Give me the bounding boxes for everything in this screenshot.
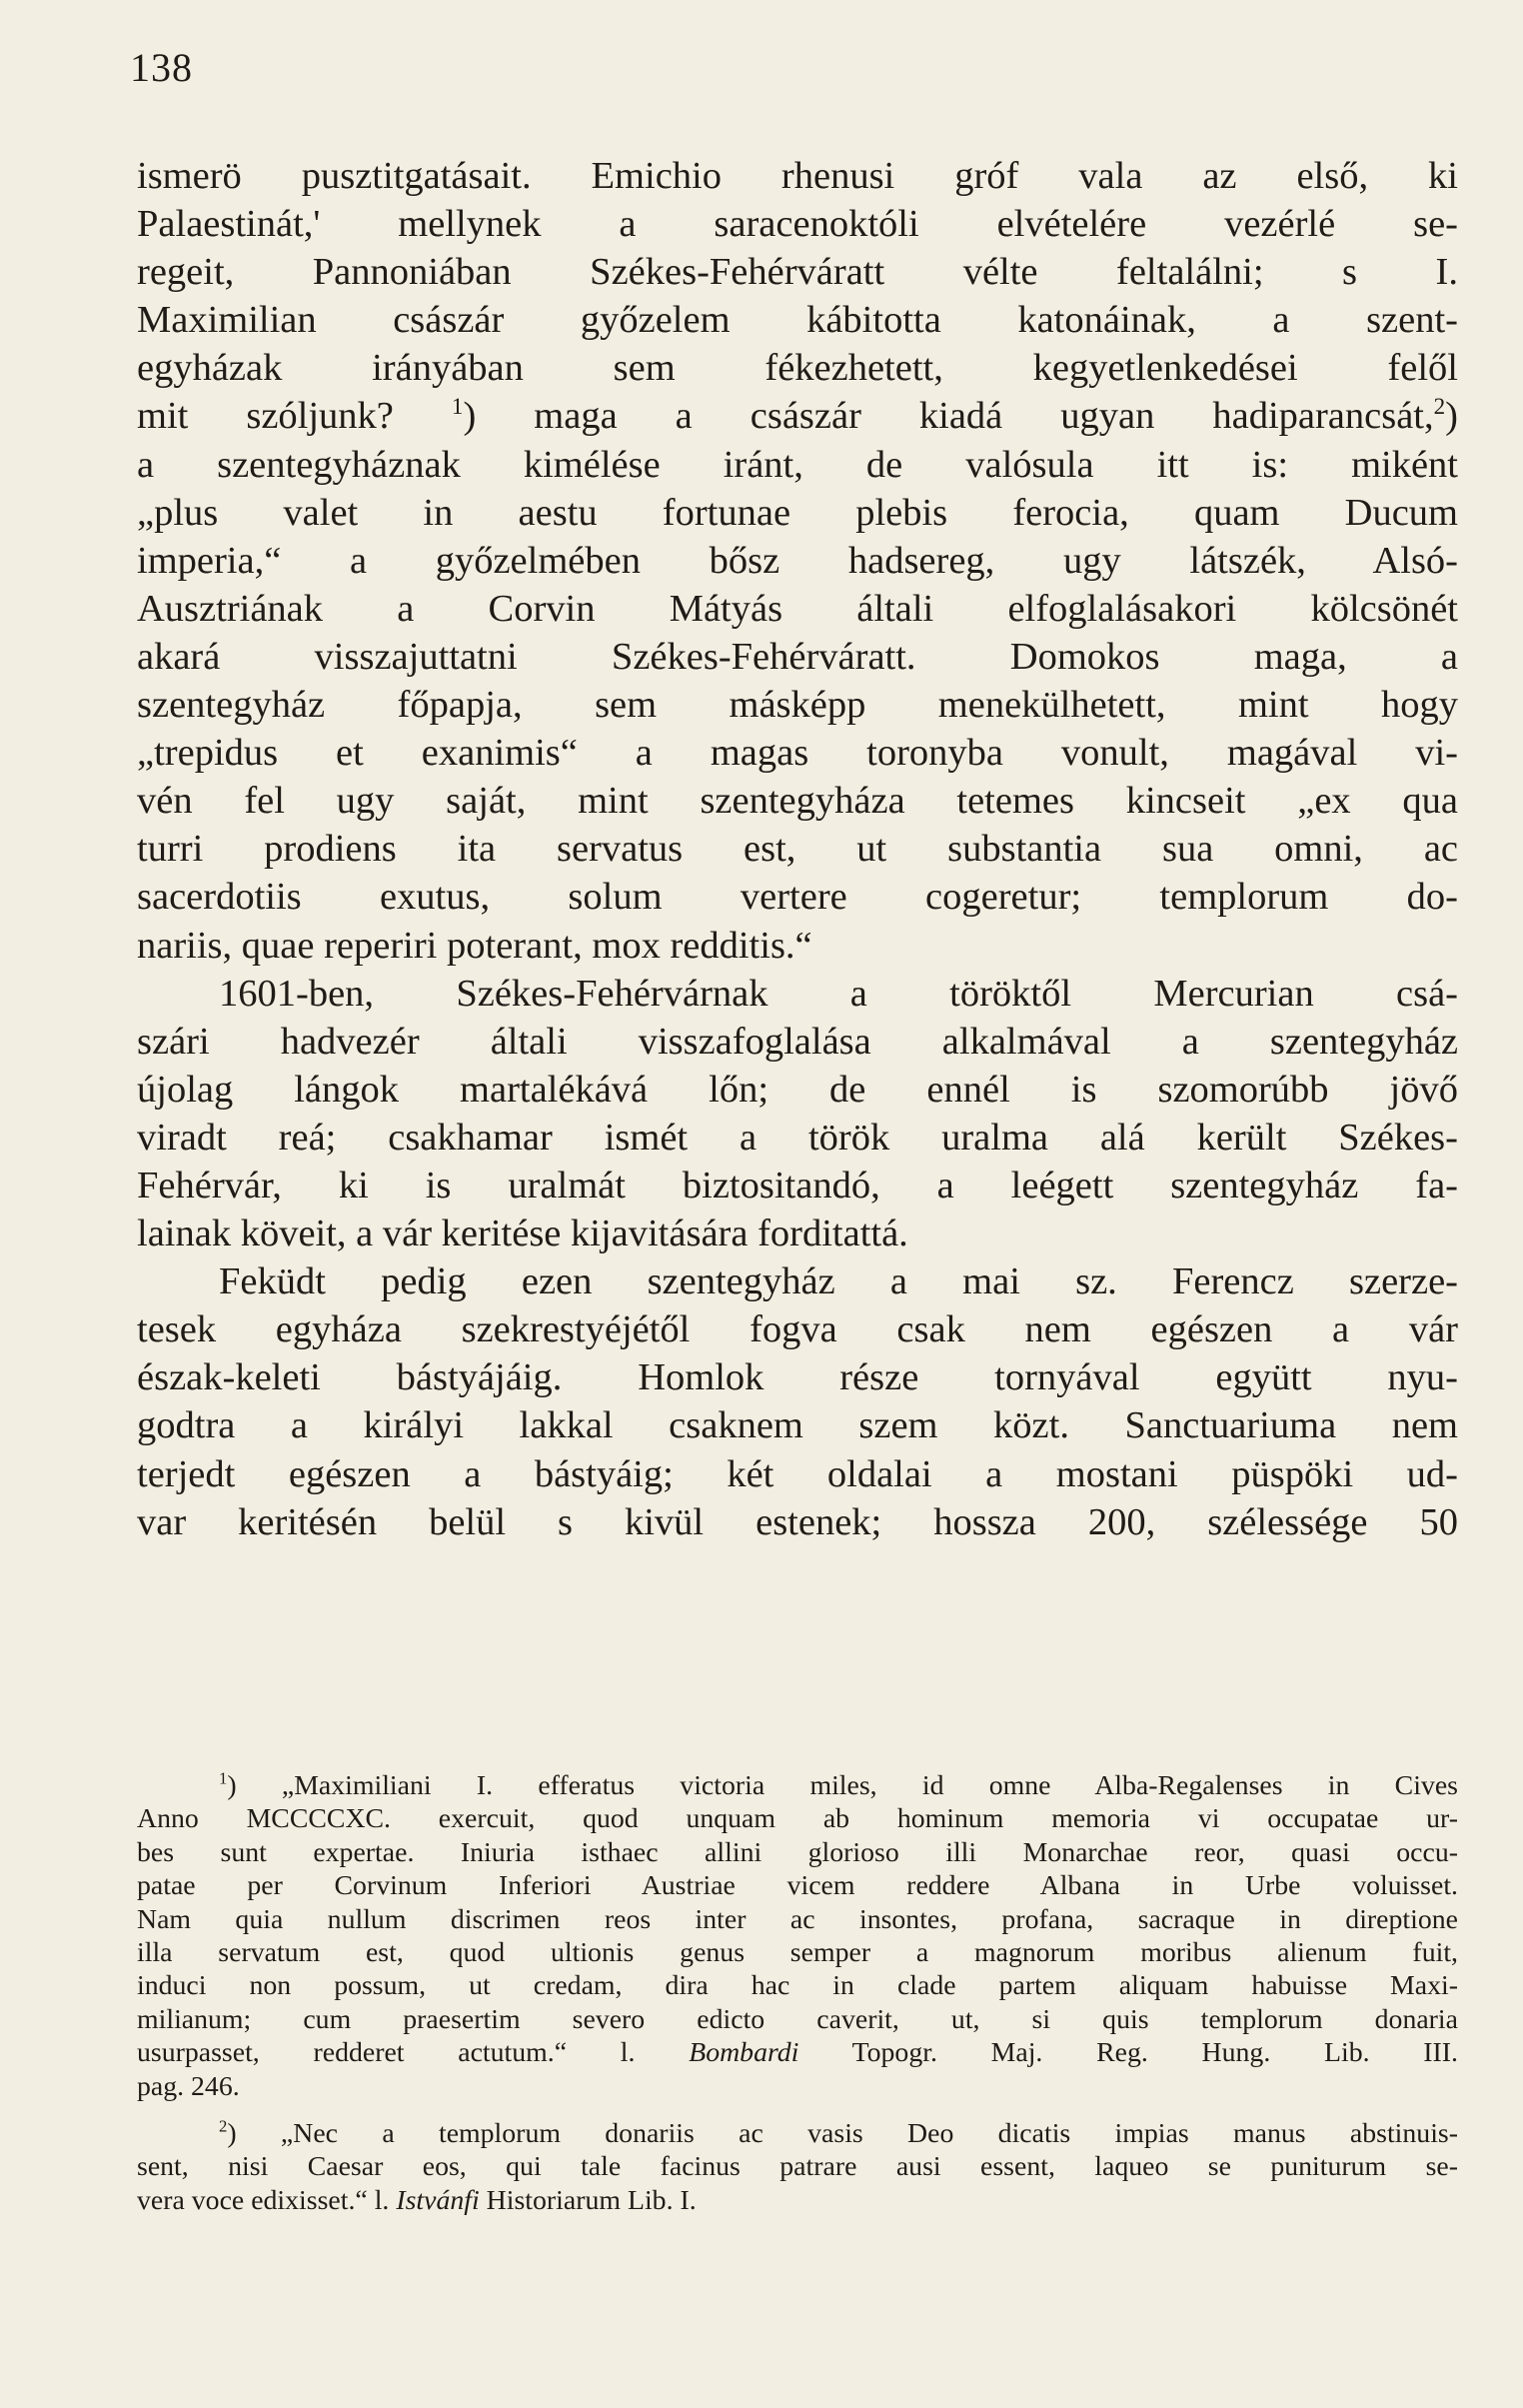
text-fragment: Topogr. Maj. Reg. Hung. Lib. III.	[798, 2037, 1458, 2069]
text-line: Maximilian császár győzelem kábitotta katonáinak, a szent-	[137, 299, 1458, 342]
text-line: Ausztriának a Corvin Mátyás általi elfoglalásakori kölcsönét	[137, 587, 1458, 630]
text-fragment: Historiarum Lib. I.	[479, 2184, 697, 2216]
text-line: sacerdotiis exutus, solum vertere cogeretur; templorum do-	[137, 876, 1458, 919]
paragraph-start-line: Feküdt pedig ezen szentegyház a mai sz. Ferencz szerze-	[219, 1260, 1458, 1303]
footnote-line	[137, 2117, 1458, 2150]
text-line: a szentegyháznak kimélése iránt, de valósula itt is: miként	[137, 443, 1458, 486]
text-line: nariis, quae reperiri poterant, mox redditis.“	[137, 924, 812, 967]
text-line: egyházak irányában sem fékezhetett, kegyetlenkedései felől	[137, 347, 1458, 390]
footnotes	[137, 1769, 1458, 2231]
text-line: vén fel ugy saját, mint szentegyháza tetemes kincseit „ex qua	[137, 780, 1458, 823]
main-text	[137, 152, 1458, 1546]
footnote-ref-2: 2	[1433, 393, 1446, 420]
text-line: akará visszajuttatni Székes-Fehérváratt. Domokos maga, a	[137, 635, 1458, 678]
cited-author: Istvánfi	[396, 2184, 480, 2216]
text-fragment: ) „Nec a templorum donariis ac vasis Deo dicatis impias manus abstinuis-	[227, 2117, 1458, 2149]
text-line: Palaestinát,' mellynek a saracenoktóli elvételére vezérlé se-	[137, 203, 1458, 246]
text-line: viradt reá; csakhamar ismét a török uralma alá került Székes-	[137, 1116, 1458, 1159]
footnote-marker-2: 2	[219, 2116, 228, 2136]
footnote-line: bes sunt expertae. Iniuria isthaec allini glorioso illi Monarchae reor, quasi occu-	[137, 1836, 1458, 1868]
paragraph-start-line: 1601-ben, Székes-Fehérvárnak a töröktől Mercurian csá-	[219, 972, 1458, 1015]
footnote-line	[137, 1769, 1458, 1802]
text-line: terjedt egészen a bástyáig; két oldalai a mostani püspöki ud-	[137, 1452, 1458, 1495]
page-number: 138	[130, 45, 193, 90]
footnote-1	[137, 1769, 1458, 2103]
text-fragment: vera voce edixisset.“ l.	[137, 2184, 390, 2216]
text-line: imperia,“ a győzelmében bősz hadsereg, ugy látszék, Alsó-	[137, 539, 1458, 582]
footnote-line: milianum; cum praesertim severo edicto caverit, ut, si quis templorum donaria	[137, 2003, 1458, 2035]
text-line: „trepidus et exanimis“ a magas toronyba vonult, magával vi-	[137, 732, 1458, 775]
text-line: tesek egyháza szekrestyéjétől fogva csak nem egészen a vár	[137, 1308, 1458, 1351]
text-line: Fehérvár, ki is uralmát biztositandó, a leégett szentegyház fa-	[137, 1164, 1458, 1206]
footnote-line: induci non possum, ut credam, dira hac in clade partem aliquam habuisse Maxi-	[137, 1970, 1458, 2002]
text-fragment: )	[1445, 395, 1458, 438]
text-line: észak-keleti bástyájáig. Homlok része tornyával együtt nyu-	[137, 1356, 1458, 1399]
footnote-line: patae per Corvinum Inferiori Austriae vicem reddere Albana in Urbe voluisset.	[137, 1870, 1458, 1902]
footnote-line	[137, 2036, 1458, 2069]
text-fragment: ) maga a császár kiadá ugyan hadiparancsát,	[463, 395, 1434, 438]
text-line-with-footnote-refs	[137, 392, 1458, 440]
footnote-2	[137, 2117, 1458, 2217]
footnote-line: illa servatum est, quod ultionis genus semper a magnorum moribus alienum fuit,	[137, 1936, 1458, 1968]
footnote-marker-1: 1	[219, 1768, 228, 1788]
text-line: var keritésén belül s kivül estenek; hossza 200, szélessége 50	[137, 1500, 1458, 1543]
text-line: godtra a királyi lakkal csaknem szem közt. Sanctuariuma nem	[137, 1404, 1458, 1447]
footnote-line: sent, nisi Caesar eos, qui tale facinus patrare ausi essent, laqueo se puniturum se-	[137, 2151, 1458, 2183]
text-line: regeit, Pannoniában Székes-Fehérváratt vélte feltalálni; s I.	[137, 251, 1458, 294]
footnote-line	[137, 2184, 1458, 2217]
text-line: turri prodiens ita servatus est, ut substantia sua omni, ac	[137, 828, 1458, 871]
text-line: újolag lángok martalékává lőn; de ennél is szomorúbb jövő	[137, 1068, 1458, 1111]
footnote-line: Nam quia nullum discrimen reos inter ac insontes, profana, sacraque in direptione	[137, 1903, 1458, 1935]
text-fragment: ) „Maximiliani I. efferatus victoria miles, id omne Alba-Regalenses in Cives	[227, 1770, 1458, 1801]
text-line: „plus valet in aestu fortunae plebis ferocia, quam Ducum	[137, 491, 1458, 534]
footnote-ref-1: 1	[451, 393, 464, 420]
text-fragment: mit szóljunk?	[137, 395, 394, 438]
text-line: lainak köveit, a vár keritése kijavitására forditattá.	[137, 1212, 908, 1255]
cited-author: Bombardi	[689, 2037, 799, 2069]
text-line: szári hadvezér általi visszafoglalása alkalmával a szentegyház	[137, 1020, 1458, 1063]
text-line: szentegyház főpapja, sem másképp menekülhetett, mint hogy	[137, 684, 1458, 727]
footnote-line: Anno MCCCCXC. exercuit, quod unquam ab hominum memoria vi occupatae ur-	[137, 1803, 1458, 1835]
text-line: ismerö pusztitgatásait. Emichio rhenusi gróf vala az első, ki	[137, 155, 1458, 197]
text-fragment: usurpasset, redderet actutum.“ l.	[137, 2037, 636, 2069]
footnote-line: pag. 246.	[137, 2070, 240, 2102]
